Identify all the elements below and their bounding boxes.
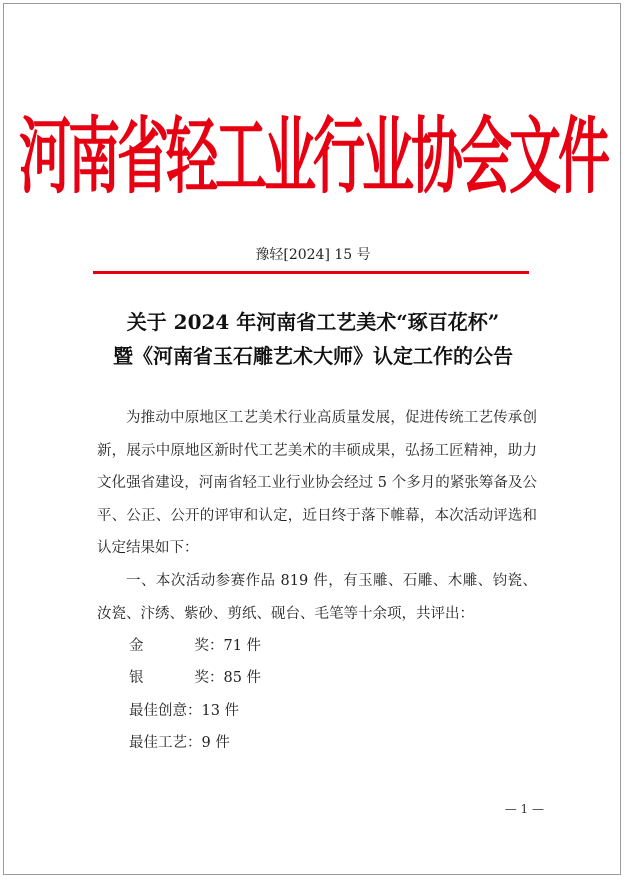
award-count: 85 件: [223, 670, 262, 686]
award-label: 最佳工艺: [129, 735, 187, 751]
notice-title-line-1: 关于 2024 年河南省工艺美术“琢百花杯”: [126, 310, 500, 334]
award-item-best-craft: 最佳工艺：9 件: [129, 735, 230, 751]
award-item-silver: 银奖：85 件: [129, 670, 262, 686]
issuing-organization-header: [4, 108, 622, 206]
intro-paragraph: 为推动中原地区工艺美术行业高质量发展，促进传统工艺传承创新，展示中原地区新时代工艺美术的丰硕成果，弘扬工匠精神，助力文化强省建设，河南省轻工业行业协会经过 5 个多月的紧张筹备及公平、公正、公开的评审和认定，近日终于落下帷幕，本次活动评选和认定结果如下：: [97, 410, 537, 556]
notice-title-line-2: 暨《河南省玉石雕艺术大师》认定工作的公告: [113, 344, 513, 368]
award-item-gold: 金奖：71 件: [129, 638, 262, 654]
award-item-best-creativity: 最佳创意：13 件: [129, 703, 240, 719]
document-number: 豫轻[2024] 15 号: [255, 247, 371, 263]
award-label: 金奖: [129, 638, 209, 654]
document-page: [3, 3, 621, 875]
red-separator-line: [93, 271, 529, 274]
page-number: — 1 —: [504, 802, 544, 816]
award-label: 银奖: [129, 670, 209, 686]
award-count: 9 件: [201, 735, 230, 751]
org-title: 河南省轻工业行业协会文件: [18, 108, 607, 206]
award-label: 最佳创意: [129, 703, 187, 719]
award-count: 71 件: [223, 638, 262, 654]
award-count: 13 件: [201, 703, 240, 719]
section-one-paragraph: 一、本次活动参赛作品 819 件，有玉雕、石雕、木雕、钧瓷、汝瓷、汴绣、紫砂、剪纸、砚台、毛笔等十余项，共评出：: [97, 573, 537, 622]
